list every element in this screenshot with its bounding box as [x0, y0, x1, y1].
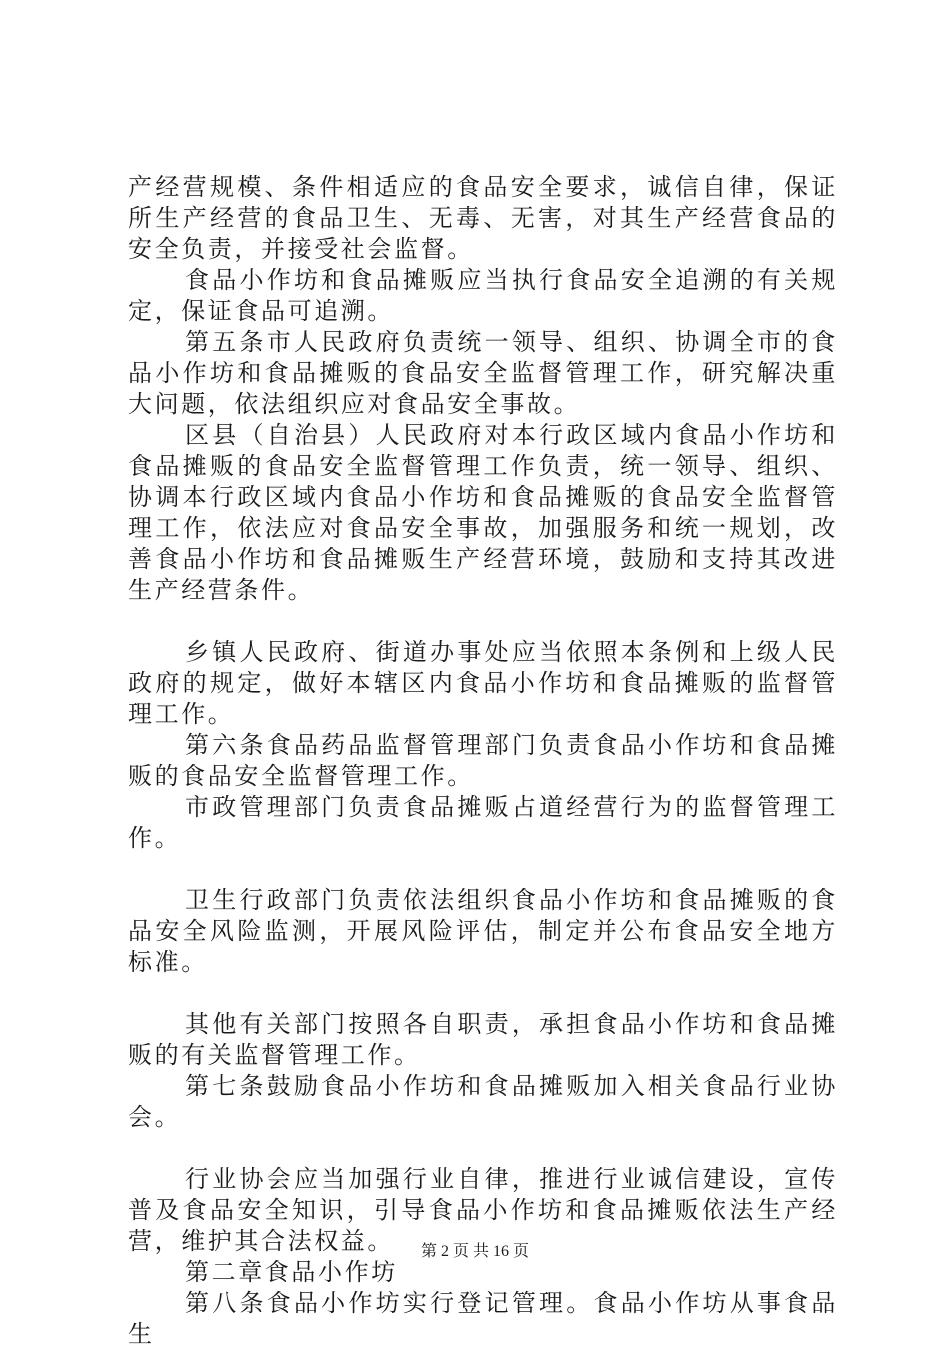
- paragraph-10: 第七条鼓励食品小作坊和食品摊贩加入相关食品行业协会。: [128, 1072, 838, 1131]
- document-body: [128, 172, 838, 1350]
- paragraph-12: 第八条食品小作坊实行登记管理。食品小作坊从事食品生: [128, 1289, 838, 1348]
- paragraph-8: 卫生行政部门负责依法组织食品小作坊和食品摊贩的食品安全风险监测，开展风险评估，制定并公布食品安全地方标准。: [128, 886, 838, 976]
- paragraph-2: 食品小作坊和食品摊贩应当执行食品安全追溯的有关规定，保证食品可追溯。: [128, 266, 838, 325]
- chapter-heading: 第二章食品小作坊: [185, 1258, 398, 1286]
- paragraph-4: 区县（自治县）人民政府对本行政区域内食品小作坊和食品摊贩的食品安全监督管理工作负责，统一领导、组织、协调本行政区域内食品小作坊和食品摊贩的食品安全监督管理工作，依法应对食品安全事故，加强服务和统一规划，改善食品小作坊和食品摊贩生产经营环境，鼓励和支持其改进生产经营条件。: [128, 421, 838, 604]
- paragraph-7: 市政管理部门负责食品摊贩占道经营行为的监督管理工作。: [128, 793, 838, 852]
- paragraph-9: 其他有关部门按照各自职责，承担食品小作坊和食品摊贩的有关监督管理工作。: [128, 1010, 838, 1069]
- paragraph-11: 行业协会应当加强行业自律，推进行业诚信建设，宣传普及食品安全知识，引导食品小作坊和食品摊贩依法生产经营，维护其合法权益。: [128, 1165, 838, 1255]
- page-number-footer: 第 2 页 共 16 页: [420, 1243, 529, 1260]
- paragraph-3: 第五条市人民政府负责统一领导、组织、协调全市的食品小作坊和食品摊贩的食品安全监督管理工作，研究解决重大问题，依法组织应对食品安全事故。: [128, 328, 838, 418]
- paragraph-5: 乡镇人民政府、街道办事处应当依照本条例和上级人民政府的规定，做好本辖区内食品小作坊和食品摊贩的监督管理工作。: [128, 638, 838, 728]
- paragraph-1: 产经营规模、条件相适应的食品安全要求，诚信自律，保证所生产经营的食品卫生、无毒、无害，对其生产经营食品的安全负责，并接受社会监督。: [128, 173, 838, 263]
- paragraph-6: 第六条食品药品监督管理部门负责食品小作坊和食品摊贩的食品安全监督管理工作。: [128, 731, 838, 790]
